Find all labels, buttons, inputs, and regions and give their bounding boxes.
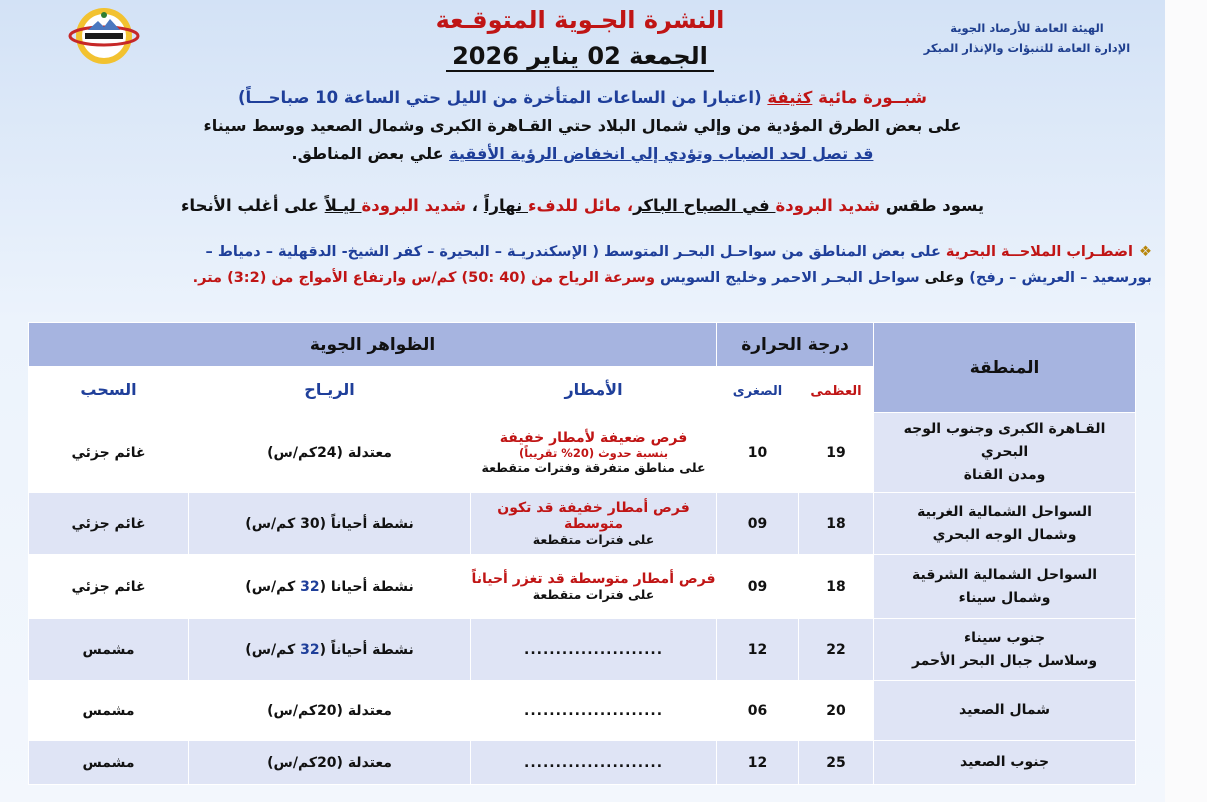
region-line: وسلاسل جبال البحر الأحمر xyxy=(911,652,1098,669)
table-row xyxy=(29,741,1136,785)
fog-line-2: على بعض الطرق المؤدية من وإلي شمال البلاد حتي القـاهرة الكبرى وشمال الصعيد ووسط سيناء xyxy=(203,116,962,135)
fog-areas: علي بعض المناطق. xyxy=(291,144,450,163)
wind-value: 30 xyxy=(300,515,320,532)
marine-l2-b: وعلى xyxy=(919,270,970,286)
header-phenomena: الظواهر الجوية xyxy=(29,323,717,367)
max-temp: 18 xyxy=(799,555,874,619)
max-temp: 20 xyxy=(799,681,874,741)
bullet-icon: ❖ xyxy=(1139,244,1152,260)
min-temp: 12 xyxy=(717,741,799,785)
header-rain: الأمطار xyxy=(471,367,717,413)
header-max xyxy=(799,367,874,413)
page-margin xyxy=(1165,0,1207,802)
header-region: المنطقة xyxy=(874,323,1136,413)
header-min-label: الصغرى xyxy=(732,384,783,399)
region-line: وشمال سيناء xyxy=(958,589,1051,606)
region-cell xyxy=(874,619,1136,681)
rain-cell xyxy=(471,493,717,555)
region-line: وشمال الوجه البحري xyxy=(932,526,1077,543)
marine-line-2 xyxy=(22,270,1152,286)
wind-cell xyxy=(189,493,471,555)
agency-department: الإدارة العامة للتنبؤات والإنذار المبكر xyxy=(923,41,1131,55)
region-line: السواحل الشمالية الشرقية xyxy=(912,566,1098,583)
rain-cell: ...................... xyxy=(471,681,717,741)
wind-cell: معتدلة (20كم/س) xyxy=(189,741,471,785)
summary-e: نهاراً xyxy=(483,196,529,215)
header-max-label: العظمى xyxy=(810,384,862,399)
min-temp: 09 xyxy=(717,555,799,619)
wind-cell: معتدلة (20كم/س) xyxy=(189,681,471,741)
cloud-cell: مشمس xyxy=(29,619,189,681)
rain-detail: على مناطق متفرقة وفترات متقطعة xyxy=(481,460,706,475)
rain-cell: ...................... xyxy=(471,619,717,681)
region-cell xyxy=(874,681,1136,741)
region-line: ومدن القناة xyxy=(963,467,1046,483)
header-min xyxy=(717,367,799,413)
ema-logo-icon xyxy=(68,6,140,66)
rain-cell xyxy=(471,413,717,493)
cloud-cell: غائم جزئي xyxy=(29,493,189,555)
marine-l1-c: سواحـل البحـر المتوسط ( الإسكندريـة – البحيرة – كفر الشيخ- الدقهلية – دمياط – xyxy=(205,244,777,260)
cloud-cell: مشمس xyxy=(29,741,189,785)
summary-c: في الصباح الباكر xyxy=(633,196,776,215)
rain-detail: على فترات متقطعة xyxy=(532,587,655,602)
wind-unit: كم/س) xyxy=(245,641,301,658)
rain-cell: ...................... xyxy=(471,741,717,785)
wind-cell: معتدلة (24كم/س) xyxy=(189,413,471,493)
max-temp: 25 xyxy=(799,741,874,785)
summary-g: شديد البرودة xyxy=(361,196,467,215)
max-temp: 22 xyxy=(799,619,874,681)
date-text: الجمعة 02 يناير 2026 xyxy=(446,42,714,72)
agency-block xyxy=(897,18,1157,58)
marine-l2-c: سواحل البحـر الاحمر وخليج السويس xyxy=(660,270,920,286)
header-clouds: السحب xyxy=(29,367,189,413)
wind-text: نشطة أحياناً ( xyxy=(319,515,414,532)
header-temperature: درجة الحرارة xyxy=(717,323,874,367)
wind-cell xyxy=(189,619,471,681)
fog-visibility: قد تصل لحد الضباب وتؤدي إلي انخفاض الرؤية الأفقية xyxy=(449,144,874,163)
region-cell xyxy=(874,555,1136,619)
wind-value: 32 xyxy=(300,641,320,658)
wind-value: 32 xyxy=(300,578,320,595)
region-cell xyxy=(874,741,1136,785)
rain-cell xyxy=(471,555,717,619)
marine-l2-e: من (40 :50) كم/س وارتفاع الأمواج من (3:2) متر. xyxy=(192,270,554,286)
table-row xyxy=(29,413,1136,493)
min-temp: 12 xyxy=(717,619,799,681)
rain-main: فرص ضعيفة لأمطار خفيفة xyxy=(499,430,688,446)
min-temp: 06 xyxy=(717,681,799,741)
rain-sub: بنسبة حدوث (20% تقريباً) xyxy=(518,446,669,460)
marine-line-1 xyxy=(22,244,1152,260)
wind-unit: كم/س) xyxy=(245,578,301,595)
summary-a: يسود طقس xyxy=(880,196,985,215)
table-row xyxy=(29,493,1136,555)
summary-f: ، xyxy=(466,196,484,215)
min-temp: 09 xyxy=(717,493,799,555)
marine-l2-d: وسرعة الرياح xyxy=(553,270,661,286)
region-line: القـاهرة الكبرى وجنوب الوجه البحري xyxy=(903,421,1106,460)
header-wind: الريـاح xyxy=(189,367,471,413)
summary-i: على أغلب الأنحاء xyxy=(180,196,325,215)
cloud-cell: غائم جزئي xyxy=(29,555,189,619)
region-line: السواحل الشمالية الغربية xyxy=(917,503,1092,520)
summary-b: شديد البرودة xyxy=(775,196,881,215)
summary-line xyxy=(40,196,1125,215)
table-row xyxy=(29,555,1136,619)
wind-unit: كم/س) xyxy=(245,515,301,532)
max-temp: 19 xyxy=(799,413,874,493)
fog-line-3 xyxy=(40,144,1125,163)
cloud-cell: مشمس xyxy=(29,681,189,741)
marine-label: اضطـراب الملاحــة البحرية xyxy=(945,244,1133,260)
marine-l1-b: على بعض المناطق من xyxy=(776,244,946,260)
wind-text: نشطة أحياناً ( xyxy=(319,641,414,658)
table-row xyxy=(29,619,1136,681)
fog-dense: كثيفة xyxy=(767,88,813,107)
forecast-table xyxy=(28,322,1136,785)
summary-h: ليـلاً xyxy=(324,196,362,215)
region-line: شمال الصعيد xyxy=(959,702,1051,718)
region-line: جنوب سيناء xyxy=(963,629,1046,646)
region-line: جنوب الصعيد xyxy=(959,754,1050,770)
rain-main: فرص أمطار خفيفة قد تكون متوسطة xyxy=(497,500,690,532)
marine-l2-a: بورسعيد – العريش – رفح) xyxy=(969,270,1152,286)
bulletin-date xyxy=(300,42,860,70)
summary-d: ، مائل للدفء xyxy=(528,196,634,215)
region-cell xyxy=(874,493,1136,555)
page-title: النشرة الجـوية المتوقـعة xyxy=(435,6,725,34)
rain-detail: على فترات متقطعة xyxy=(532,532,655,547)
table-row xyxy=(29,681,1136,741)
wind-cell xyxy=(189,555,471,619)
wind-text: نشطة أحيانا ( xyxy=(319,578,414,595)
fog-time: (اعتبارا من الساعات المتأخرة من الليل حتي الساعة 10 صباحـــاً) xyxy=(238,88,768,107)
fog-line-1 xyxy=(40,88,1125,107)
max-temp: 18 xyxy=(799,493,874,555)
agency-name: الهيئة العامة للأرصاد الجوية xyxy=(950,21,1104,35)
region-cell xyxy=(874,413,1136,493)
fog-label: شبــورة مائية xyxy=(812,88,927,107)
cloud-cell: غائم جزئي xyxy=(29,413,189,493)
min-temp: 10 xyxy=(717,413,799,493)
rain-main: فرص أمطار متوسطة قد تغزر أحياناً xyxy=(471,571,716,587)
